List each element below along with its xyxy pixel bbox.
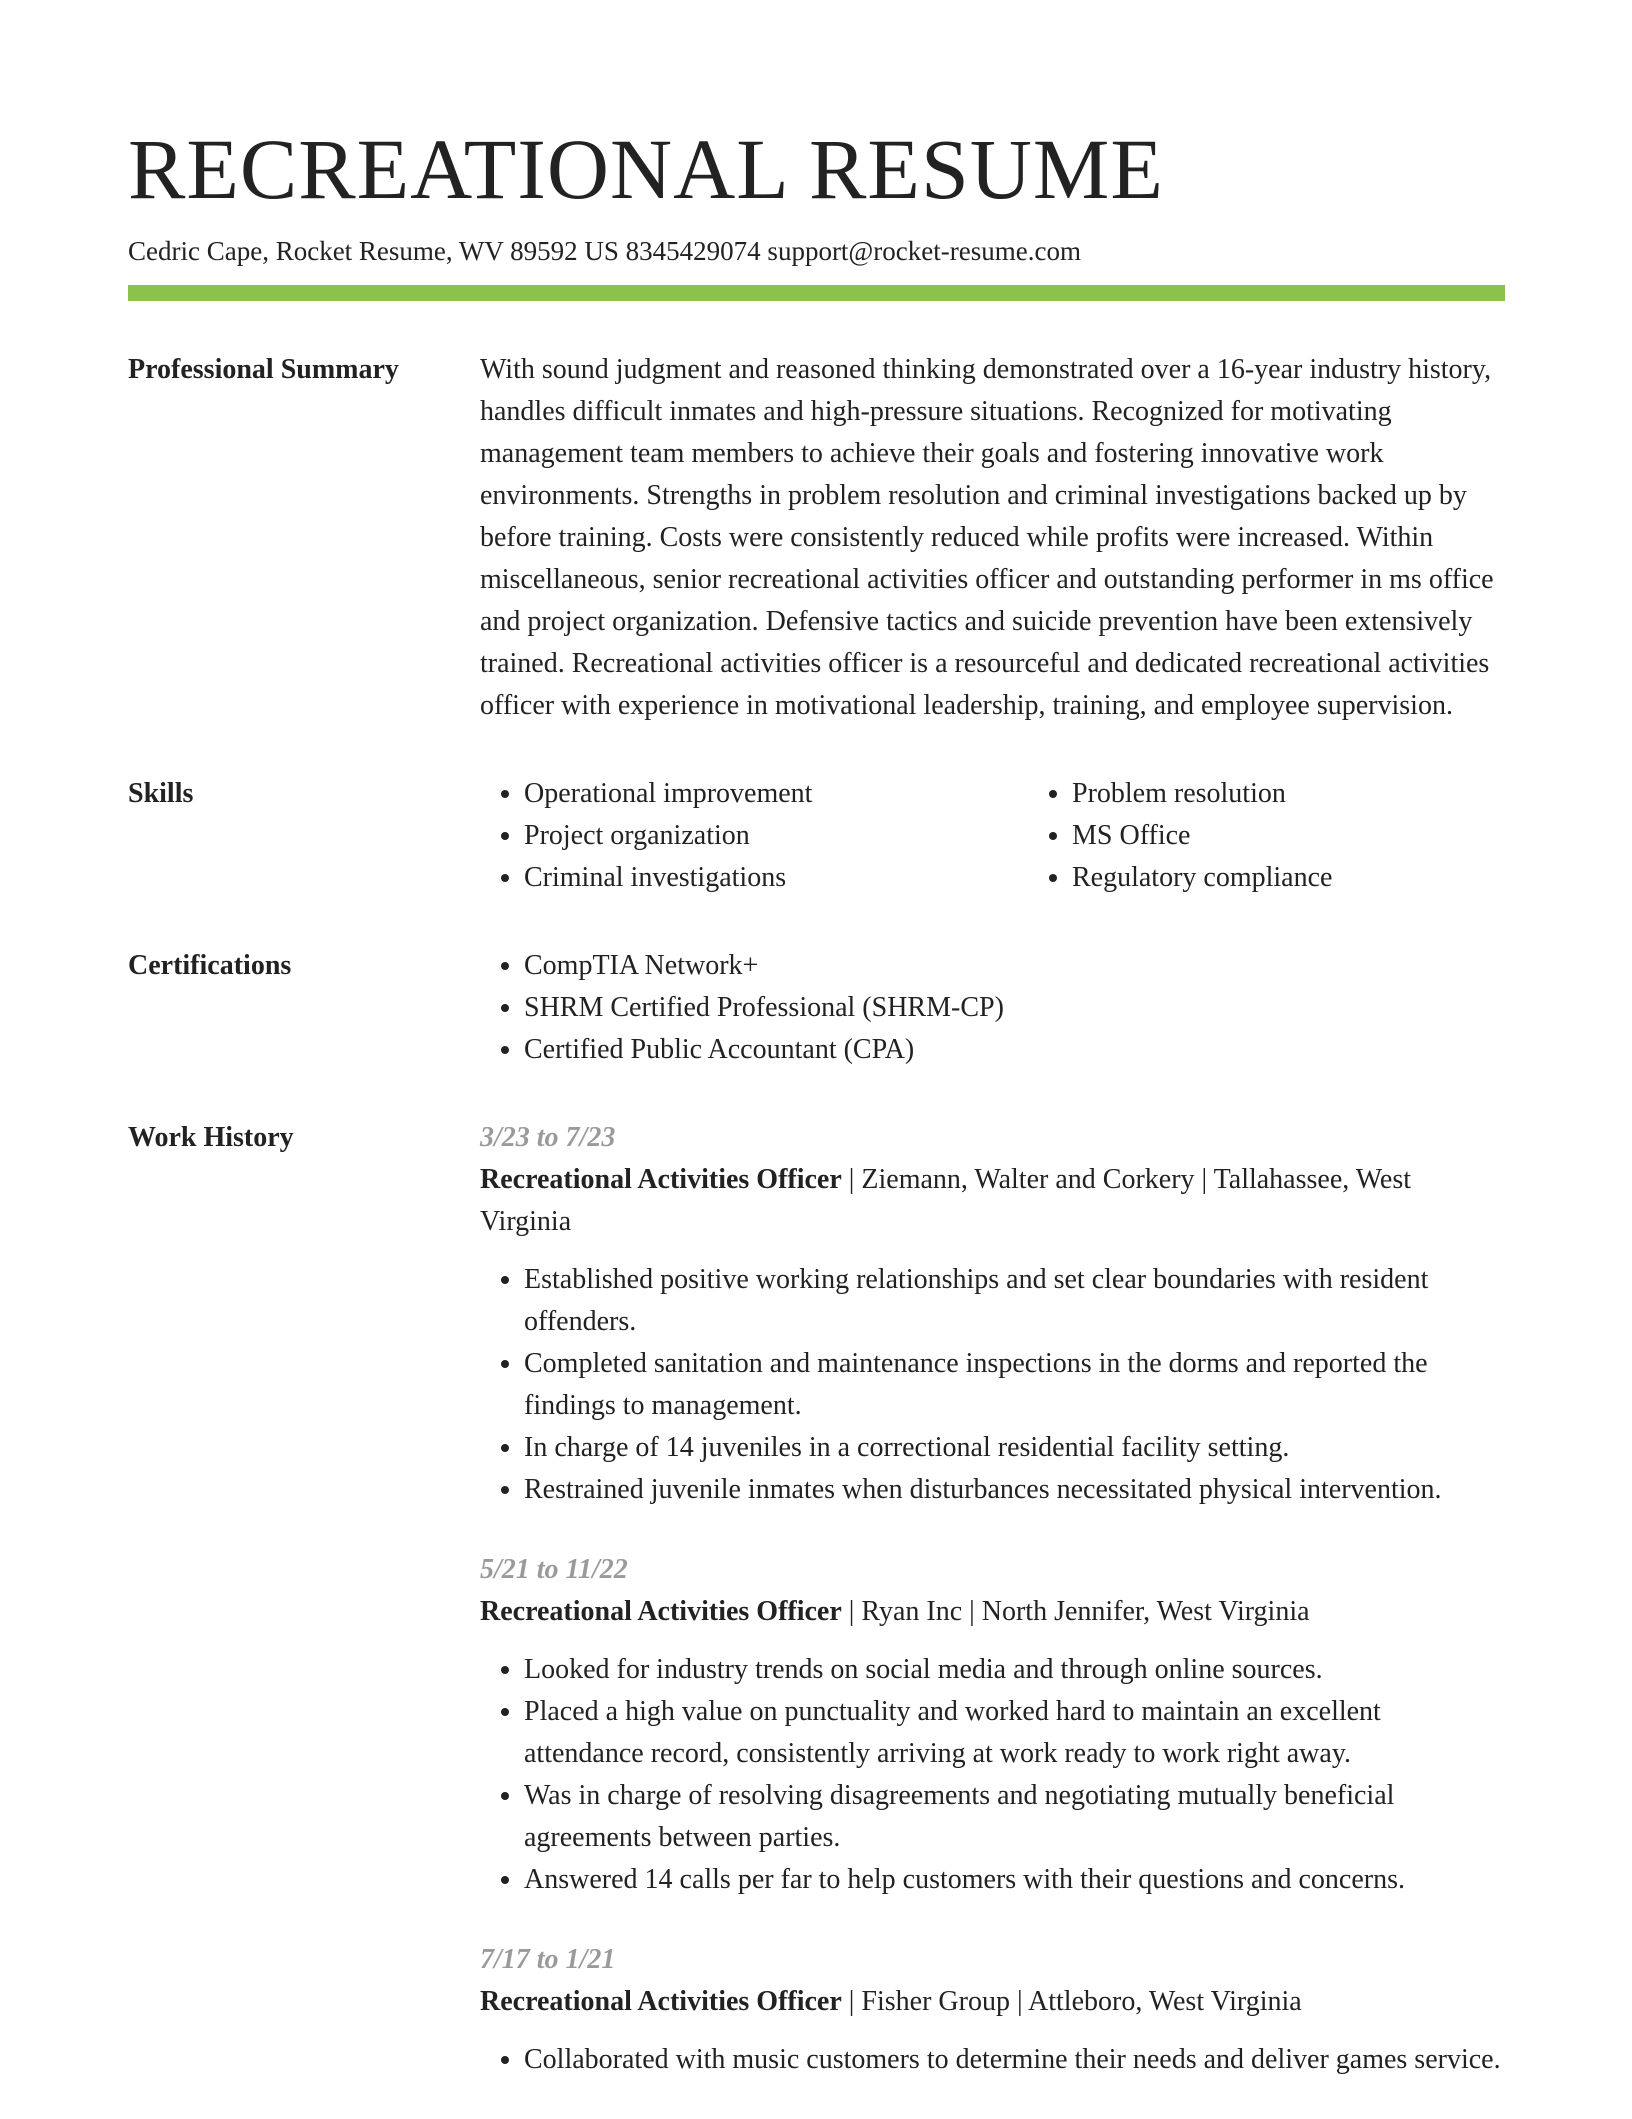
job-entry [480,1549,1505,1901]
summary-label: Professional Summary [128,354,399,385]
job-bullets [480,1649,1505,1901]
skills-list-right [1028,773,1576,899]
skill-item: • Criminal investigations [524,857,1028,899]
job-heading [480,1159,1505,1243]
certifications-section [128,945,1505,1071]
job-bullet: • Was in charge of resolving disagreements and negotiating mutually beneficial agreements between parties. [524,1775,1505,1859]
skills-section [128,773,1505,899]
job-bullet: • Completed sanitation and maintenance inspections in the dorms and reported the findings to management. [524,1343,1505,1427]
certification-item: • CompTIA Network+ [524,945,1505,987]
job-bullet: • Answered 14 calls per far to help customers with their questions and concerns. [524,1859,1505,1901]
job-dates: 3/23 to 7/23 [480,1122,616,1153]
skill-item: • MS Office [1072,815,1576,857]
certifications-list [480,945,1505,1071]
job-bullets [480,1259,1505,1511]
work-history-label: Work History [128,1122,294,1153]
skill-item: • Operational improvement [524,773,1028,815]
job-bullet: • In charge of 14 juveniles in a correctional residential facility setting. [524,1427,1505,1469]
certification-item: • SHRM Certified Professional (SHRM-CP) [524,987,1505,1029]
job-dates: 7/17 to 1/21 [480,1944,616,1975]
job-title: Recreational Activities Officer [480,1986,842,2017]
work-history-section [128,1117,1505,2119]
job-heading [480,1981,1505,2023]
certifications-label: Certifications [128,950,292,981]
contact-line: Cedric Cape, Rocket Resume, WV 89592 US 8345429074 support@rocket-resume.com [128,236,1081,266]
accent-divider [128,285,1505,301]
certification-item: • Certified Public Accountant (CPA) [524,1029,1505,1071]
resume-title: RECREATIONAL RESUME [128,121,1164,217]
summary-text: With sound judgment and reasoned thinking demonstrated over a 16-year industry history, handles difficult inmates and high-pressure situations. Recognized for motivating management team members to achieve their goals and fostering innovative work environments. Strengths in problem resolution and criminal investigations backed up by before training. Costs were consistently reduced while profits were increased. Within miscellaneous, senior recreational activities officer and outstanding performer in ms office and project organization. Defensive tactics and suicide prevention have been extensively trained. Recreational activities officer is a resourceful and dedicated recreational activities officer with experience in motivational leadership, training, and employee supervision. [480,354,1494,721]
job-bullet: • Looked for industry trends on social media and through online sources. [524,1649,1505,1691]
job-bullet: • Established positive working relationships and set clear boundaries with resident offenders. [524,1259,1505,1343]
job-bullet: • Collaborated with music customers to determine their needs and deliver games service. [524,2039,1505,2081]
skill-item: • Project organization [524,815,1028,857]
job-title: Recreational Activities Officer [480,1164,842,1195]
skills-label: Skills [128,778,194,809]
skills-list-left [480,773,1028,899]
job-bullet: • Placed a high value on punctuality and worked hard to maintain an excellent attendance record, consistently arriving at work ready to work right away. [524,1691,1505,1775]
job-entry [480,1939,1505,2081]
job-title: Recreational Activities Officer [480,1596,842,1627]
job-bullets [480,2039,1505,2081]
job-bullet: • Restrained juvenile inmates when disturbances necessitated physical intervention. [524,1469,1505,1511]
job-dates: 5/21 to 11/22 [480,1554,628,1585]
job-details: | Fisher Group | Attleboro, West Virginia [841,1986,1302,2017]
job-details: | Ryan Inc | North Jennifer, West Virginia [841,1596,1310,1627]
job-entry [480,1117,1505,1511]
job-details: | Ziemann, Walter and Corkery | Tallahassee, West Virginia [480,1164,1412,1237]
resume-page [128,110,1505,2119]
skill-item: • Problem resolution [1072,773,1576,815]
skill-item: • Regulatory compliance [1072,857,1576,899]
summary-section [128,349,1505,727]
job-heading [480,1591,1505,1633]
